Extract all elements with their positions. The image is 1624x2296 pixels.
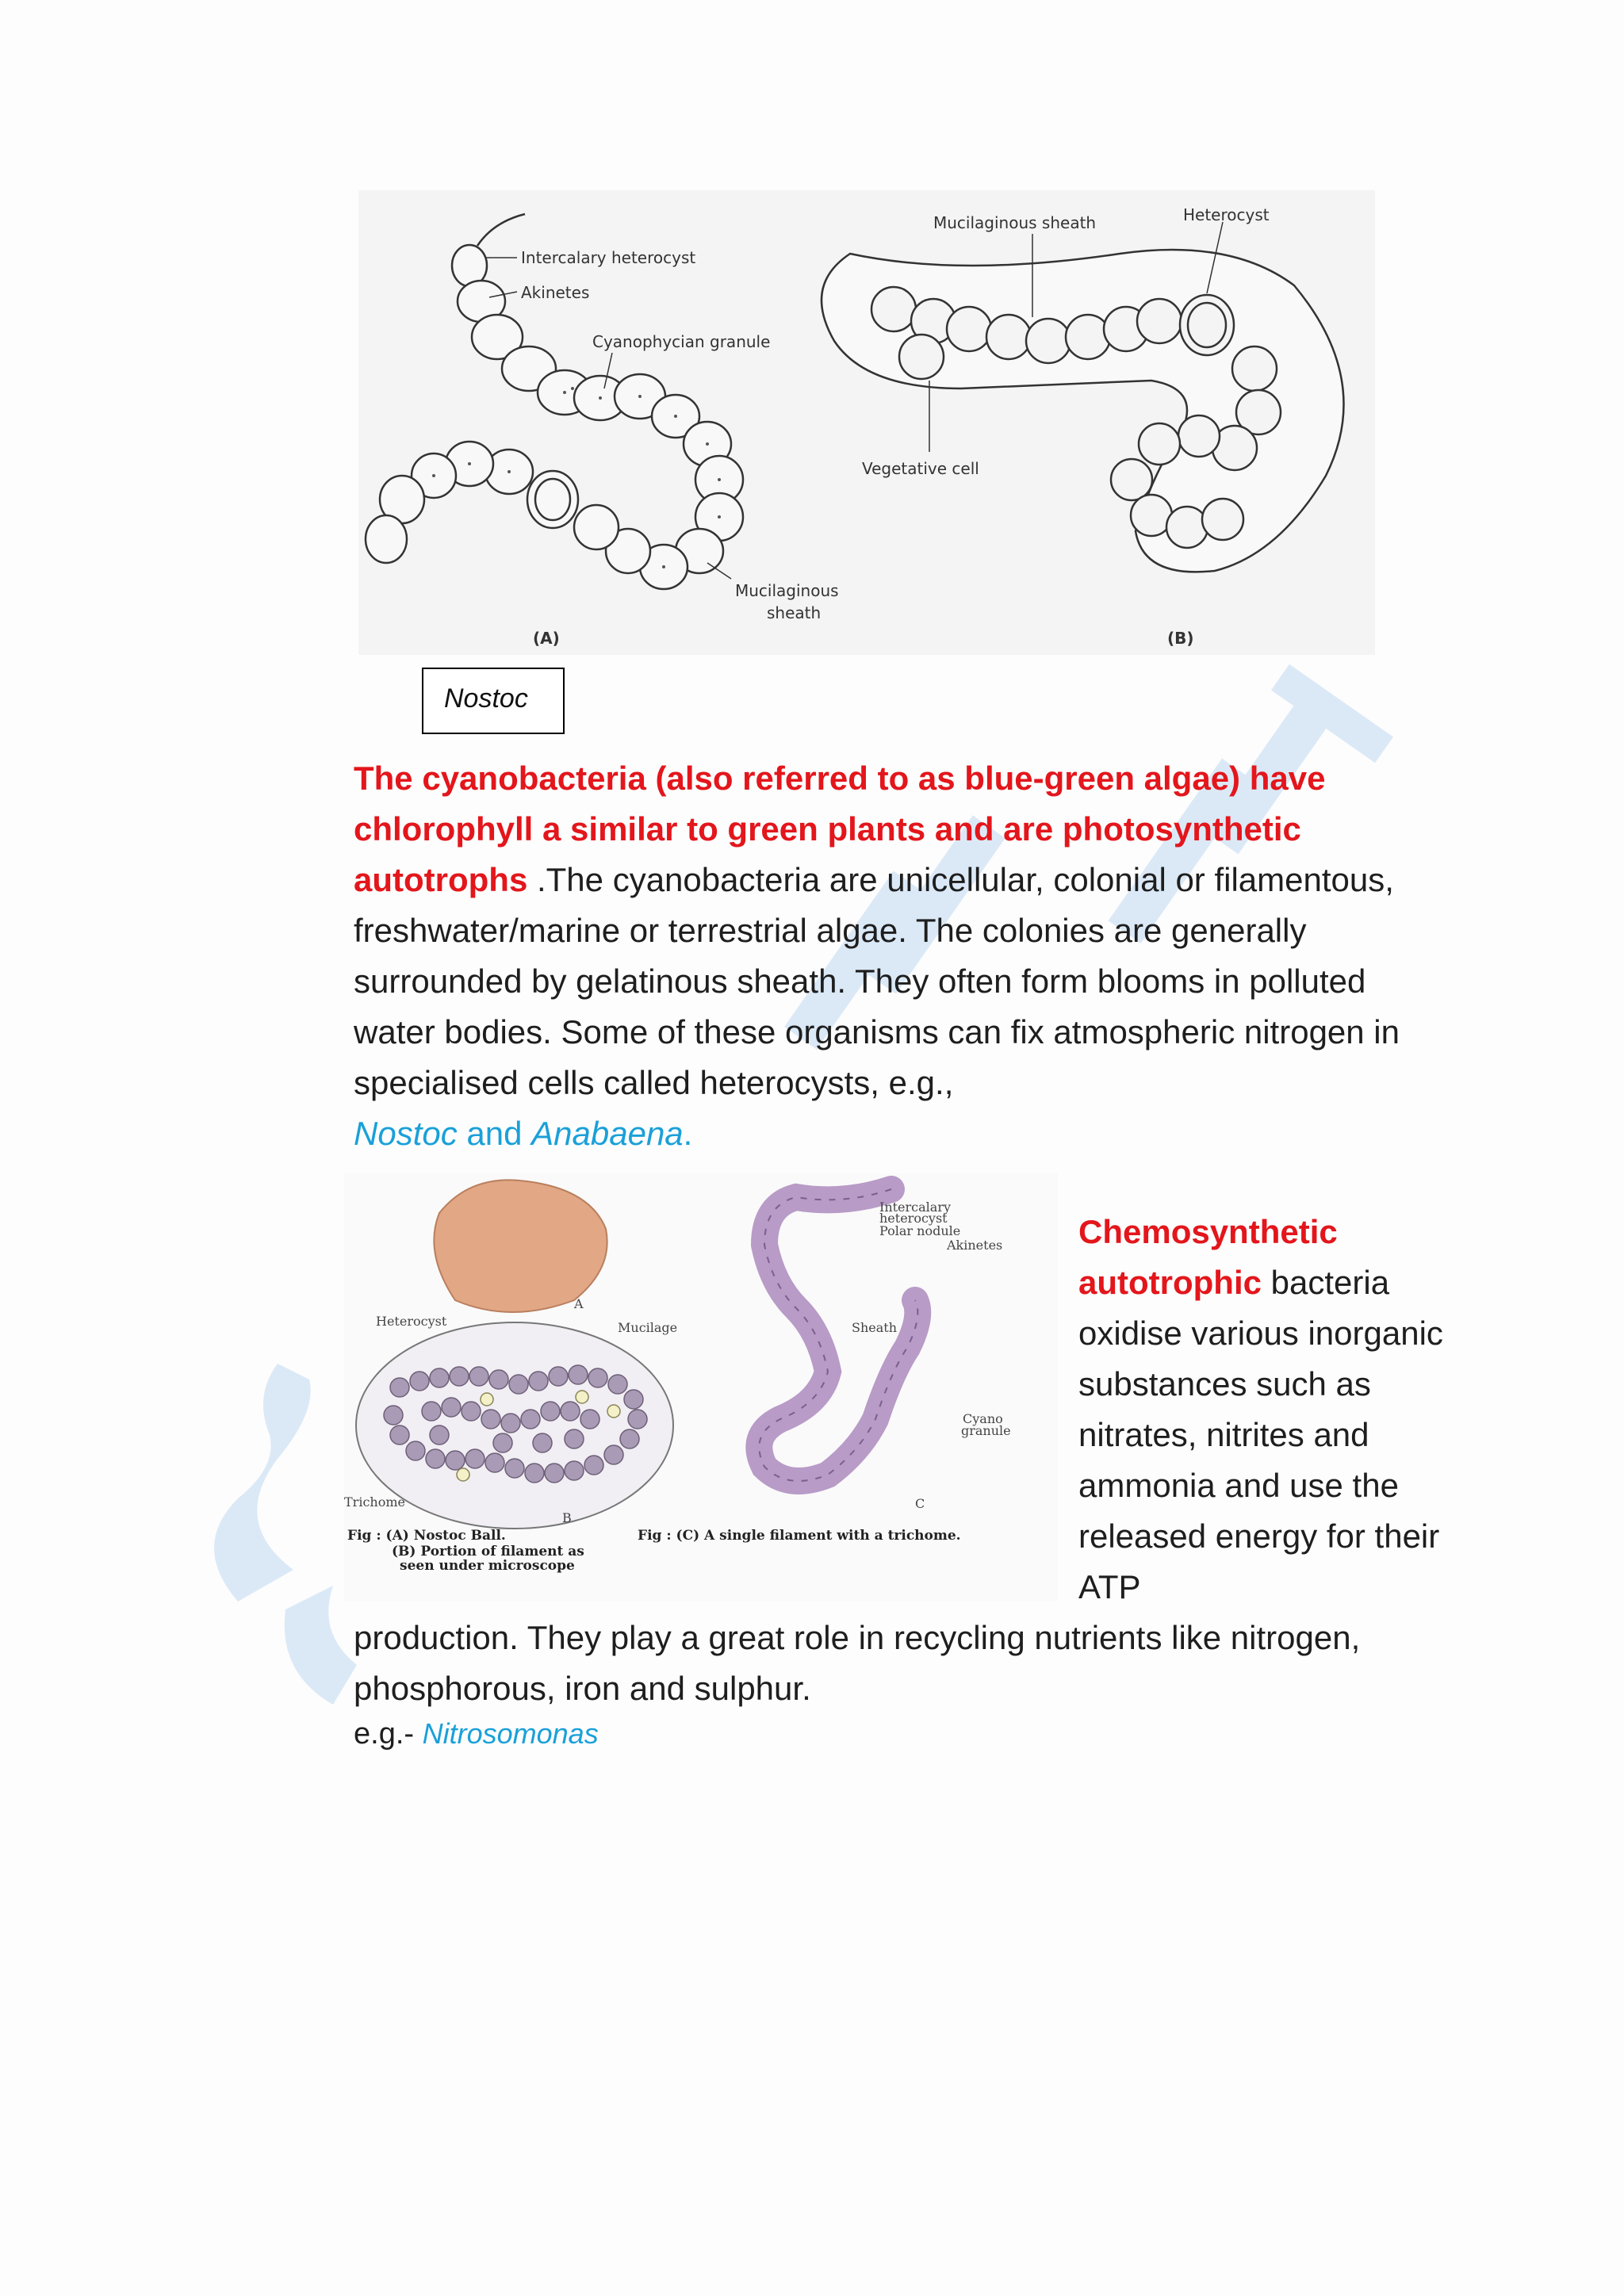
label-b: B [562, 1510, 572, 1525]
label-intercalary-heterocyst: Intercalary heterocyst [521, 248, 696, 267]
chemosynthetic-body: bacteria oxidise various inorganic substances such as nitrates, nitrites and ammonia and use the released energy for their ATP [1078, 1264, 1443, 1605]
period: . [683, 1115, 693, 1152]
label-sheath: sheath [767, 603, 822, 622]
label-heterocyst-b: Heterocyst [1183, 205, 1270, 224]
label-heterocyst-c: heterocyst [879, 1211, 948, 1226]
caption-ab-2: (B) Portion of filament as [392, 1544, 584, 1559]
label-panel-b: (B) [1167, 629, 1194, 648]
paragraph-recycling: production. They play a great role in recycling nutrients like nitrogen, phosphorous, iron and sulphur. [354, 1619, 1361, 1707]
label-mucilage: Mucilage [618, 1320, 678, 1335]
example-nostoc: Nostoc [354, 1115, 458, 1152]
label-trichome: Trichome [344, 1494, 405, 1510]
label-polar-nodule: Polar nodule [879, 1223, 961, 1238]
and-word: and [457, 1115, 532, 1152]
cyanobacteria-body: .The cyanobacteria are unicellular, colonial or filamentous, freshwater/marine or terrestrial algae. The colonies are generally surrounded by gelatinous sheath. They often form blooms in polluted water bodies. Some of these organisms can fix atmospheric nitrogen in specialised cells called heterocysts, e.g., [354, 861, 1400, 1101]
example-nitrosomonas: Nitrosomonas [422, 1717, 599, 1750]
chemosynthetic-heading: Chemosynthetic [1078, 1213, 1338, 1250]
paragraph-cyanobacteria [354, 753, 1440, 1159]
label-heterocyst: Heterocyst [376, 1314, 447, 1329]
example-line [354, 1717, 599, 1751]
caption-ab-1: Fig : (A) Nostoc Ball. [347, 1528, 506, 1544]
caption-c: Fig : (C) A single filament with a trichome. [638, 1528, 961, 1544]
nostoc-figure [358, 190, 1375, 655]
label-panel-a: (A) [533, 629, 560, 648]
label-vegetative-cell: Vegetative cell [862, 459, 979, 478]
label-mucilaginous-sheath-b: Mucilaginous sheath [933, 213, 1097, 232]
caption-ab-3: seen under microscope [400, 1558, 575, 1574]
label-akinetes-c: Akinetes [947, 1238, 1003, 1253]
label-cyanophycian-granule: Cyanophycian granule [592, 332, 771, 351]
label-a: A [574, 1296, 584, 1311]
cyanobacteria-heading: The cyanobacteria (also referred to as blue-green algae) have chlorophyll a similar to green plants and are photosynthetic autotrophs [354, 760, 1326, 898]
label-c: C [915, 1496, 925, 1511]
label-granule: granule [961, 1423, 1011, 1438]
label-cyano: Cyano [963, 1411, 1003, 1426]
example-prefix: e.g.- [354, 1717, 415, 1751]
filament-a [366, 214, 743, 589]
nostoc-caption-box: Nostoc [422, 668, 565, 734]
paragraph-chemosynthetic [1078, 1207, 1451, 1613]
label-sheath-c: Sheath [852, 1320, 898, 1335]
nostoc-ball-figure [344, 1173, 1058, 1601]
nostoc-ball-a [434, 1180, 607, 1312]
label-mucilaginous: Mucilaginous [735, 581, 839, 600]
example-anabaena: Anabaena [531, 1115, 684, 1152]
label-intercalary: Intercalary [879, 1200, 952, 1215]
autotrophic-heading: autotrophic [1078, 1264, 1262, 1301]
label-akinetes: Akinetes [521, 283, 590, 302]
